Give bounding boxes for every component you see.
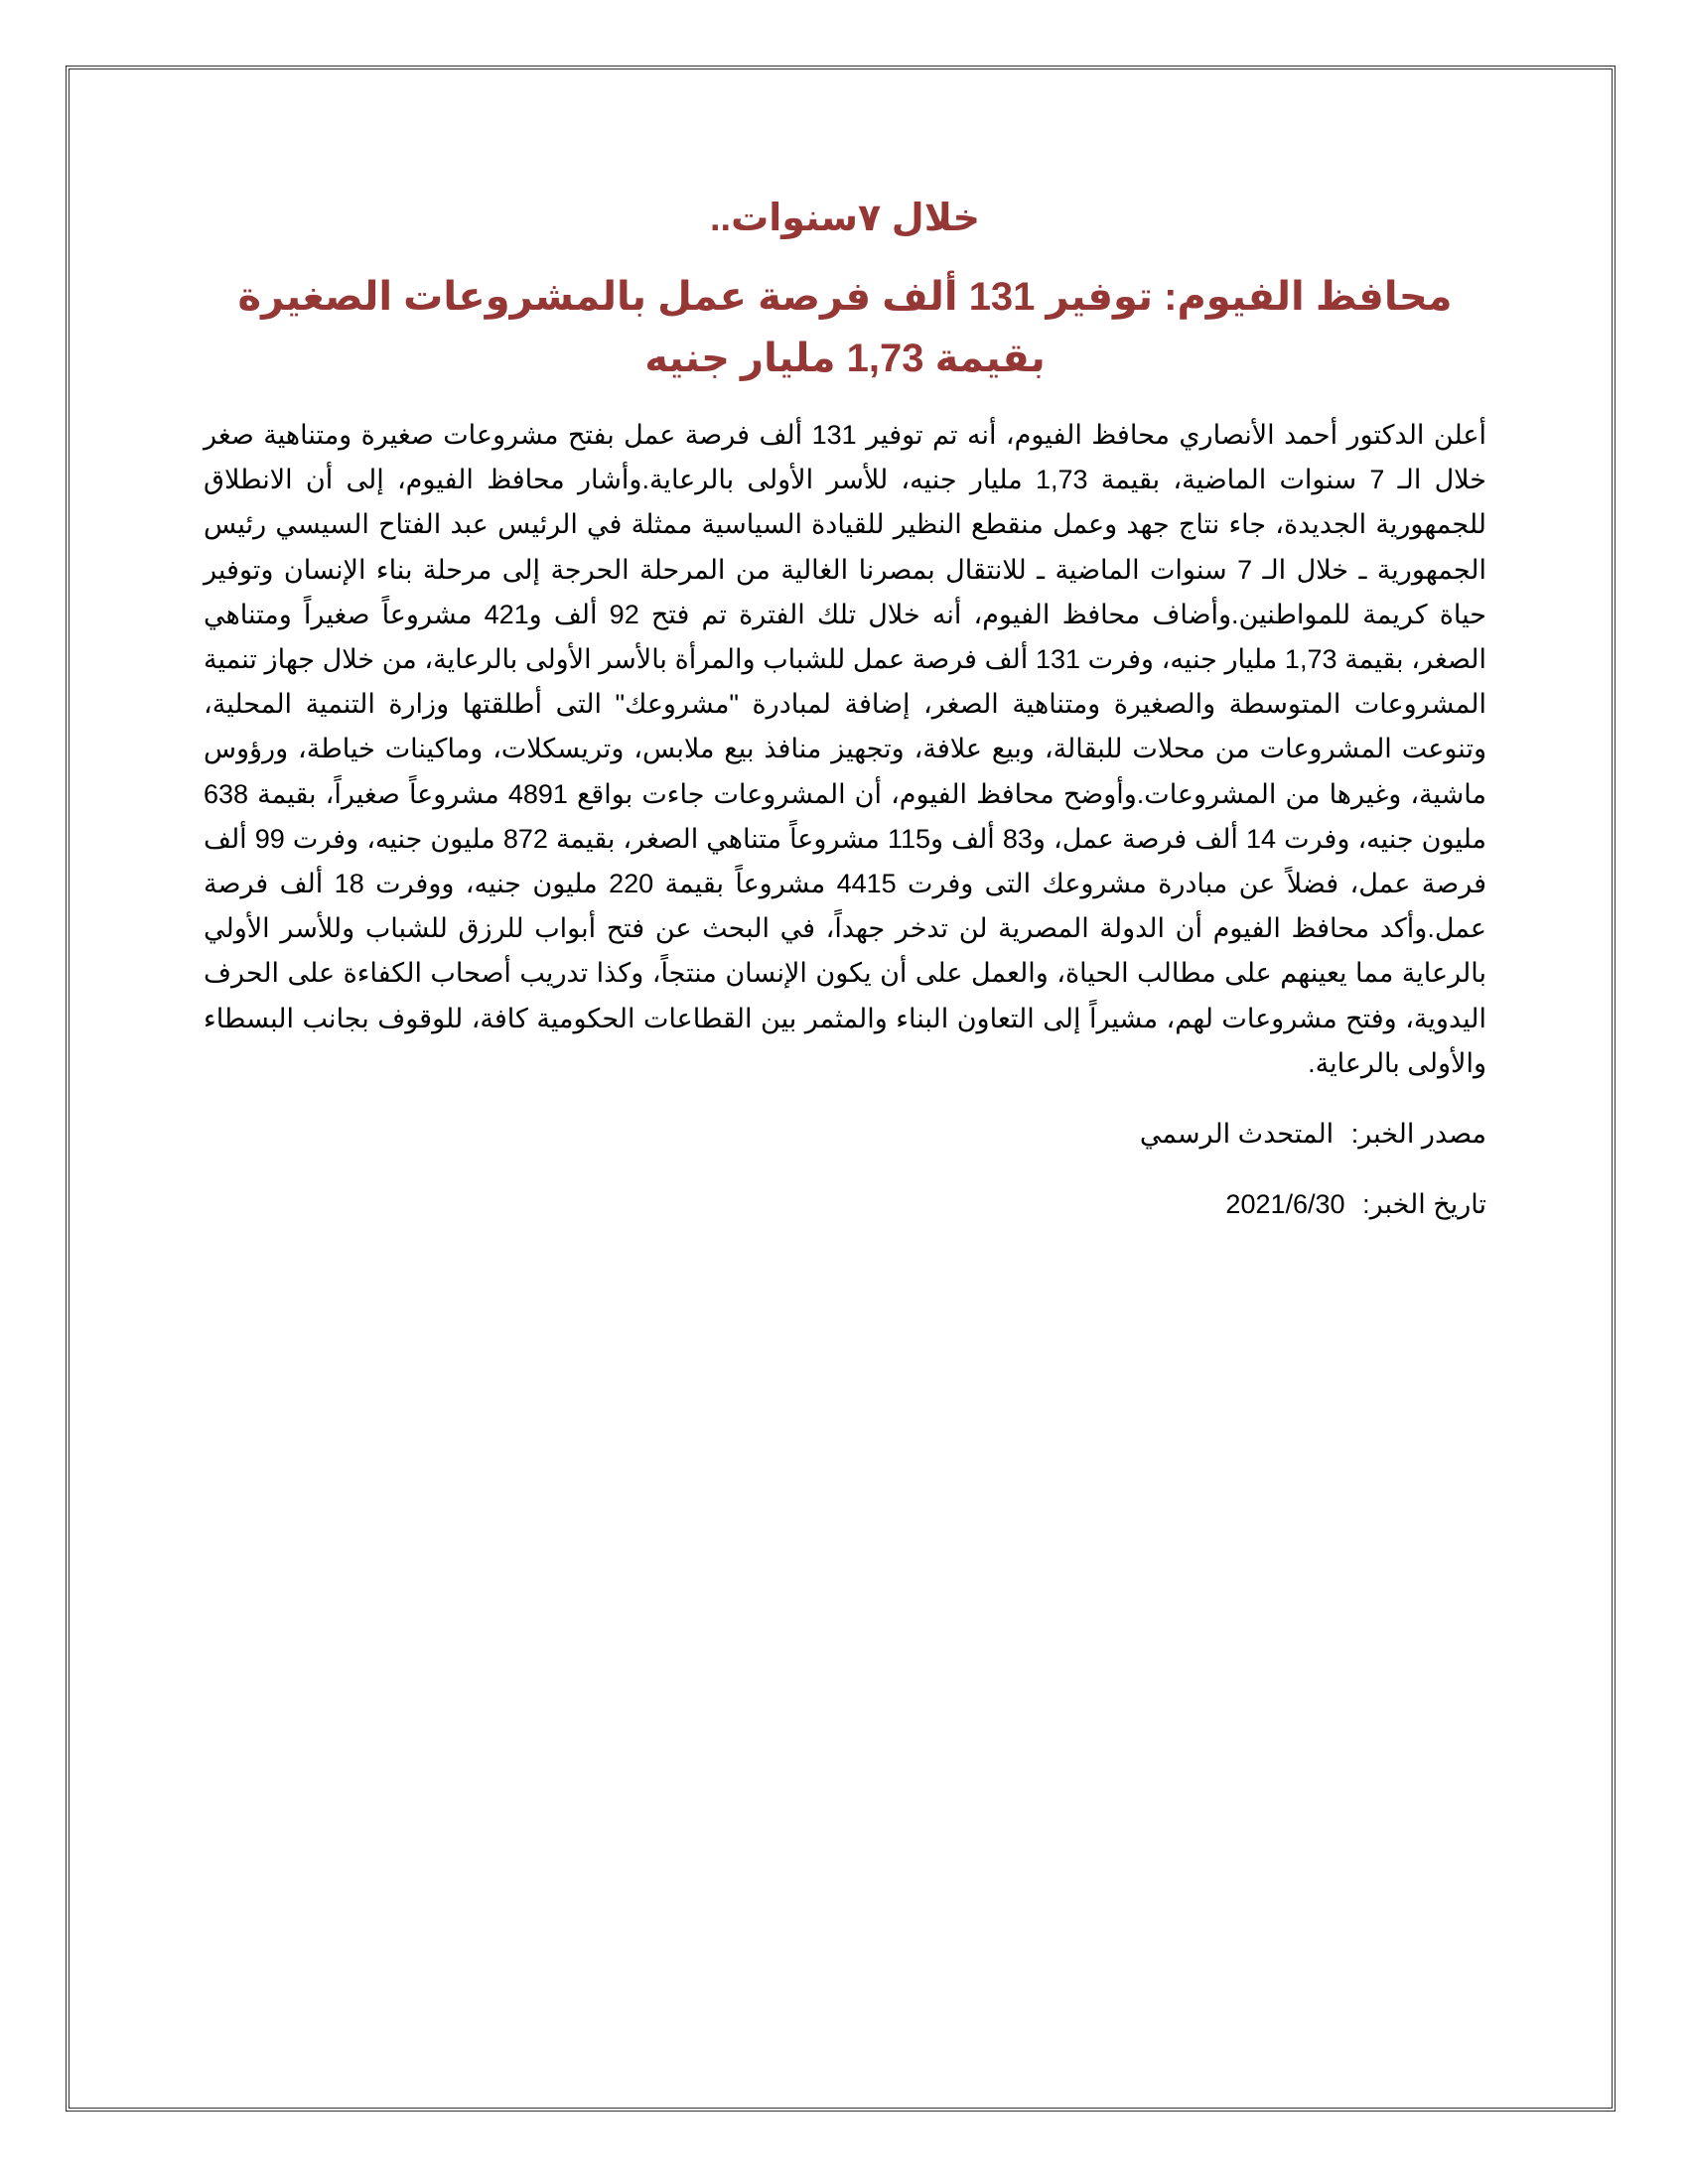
news-source-label: مصدر الخبر:	[1350, 1119, 1486, 1150]
article-kicker: خلال ٧سنوات..	[709, 198, 980, 239]
news-date-label: تاريخ الخبر:	[1362, 1189, 1486, 1220]
article-headline: محافظ الفيوم: توفير 131 ألف فرصة عمل بالمشروعات الصغيرة بقيمة 1,73 مليار جنيه	[237, 275, 1453, 380]
news-source-value: المتحدث الرسمي	[1139, 1119, 1335, 1150]
news-source	[204, 1112, 1486, 1157]
news-date	[204, 1182, 1486, 1227]
article-body: أعلن الدكتور أحمد الأنصاري محافظ الفيوم، أنه تم توفير 131 ألف فرصة عمل بفتح مشروعات صغيرة ومتناهية صغر خلال الـ 7 سنوات الماضية، بقيمة 1,73 مليار جنيه، للأسر الأولى بالرعاية.وأشار محافظ الفيوم، إلى أن الانطلاق للجمهورية الجديدة، جاء نتاج جهد وعمل منقطع النظير للقيادة السياسية ممثلة في الرئيس عبد الفتاح السيسي رئيس الجمهورية ـ خلال الـ 7 سنوات الماضية ـ للانتقال بمصرنا الغالية من المرحلة الحرجة إلى مرحلة بناء الإنسان وتوفير حياة كريمة للمواطنين.وأضاف محافظ الفيوم، أنه خلال تلك الفترة تم فتح 92 ألف و421 مشروعاً صغيراً ومتناهي الصغر، بقيمة 1,73 مليار جنيه، وفرت 131 ألف فرصة عمل للشباب والمرأة بالأسر الأولى بالرعاية، من خلال جهاز تنمية المشروعات المتوسطة والصغيرة ومتناهية الصغر، إضافة لمبادرة "مشروعك" التى أطلقتها وزارة التنمية المحلية، وتنوعت المشروعات من محلات للبقالة، وبيع علافة، وتجهيز منافذ بيع ملابس، وتريسكلات، وماكينات خياطة، ورؤوس ماشية، وغيرها من المشروعات.وأوضح محافظ الفيوم، أن المشروعات جاءت بواقع 4891 مشروعاً صغيراً، بقيمة 638 مليون جنيه، وفرت 14 ألف فرصة عمل، و83 ألف و115 مشروعاً متناهي الصغر، بقيمة 872 مليون جنيه، وفرت 99 ألف فرصة عمل، فضلاً عن مبادرة مشروعك التى وفرت 4415 مشروعاً بقيمة 220 مليون جنيه، ووفرت 18 ألف فرصة عمل.وأكد محافظ الفيوم أن الدولة المصرية لن تدخر جهداً، في البحث عن فتح أبواب للرزق للشباب وللأسر الأولي بالرعاية مما يعينهم على مطالب الحياة، والعمل على أن يكون الإنسان منتجاً، وكذا تدريب أصحاب الكفاءة على الحرف اليدوية، وفتح مشروعات لهم، مشيراً إلى التعاون البناء والمثمر بين القطاعات الحكومية كافة، للوقوف بجانب البسطاء والأولى بالرعاية.	[204, 420, 1487, 1078]
news-date-value: 2021/6/30	[1225, 1189, 1345, 1220]
article	[204, 189, 1486, 1227]
